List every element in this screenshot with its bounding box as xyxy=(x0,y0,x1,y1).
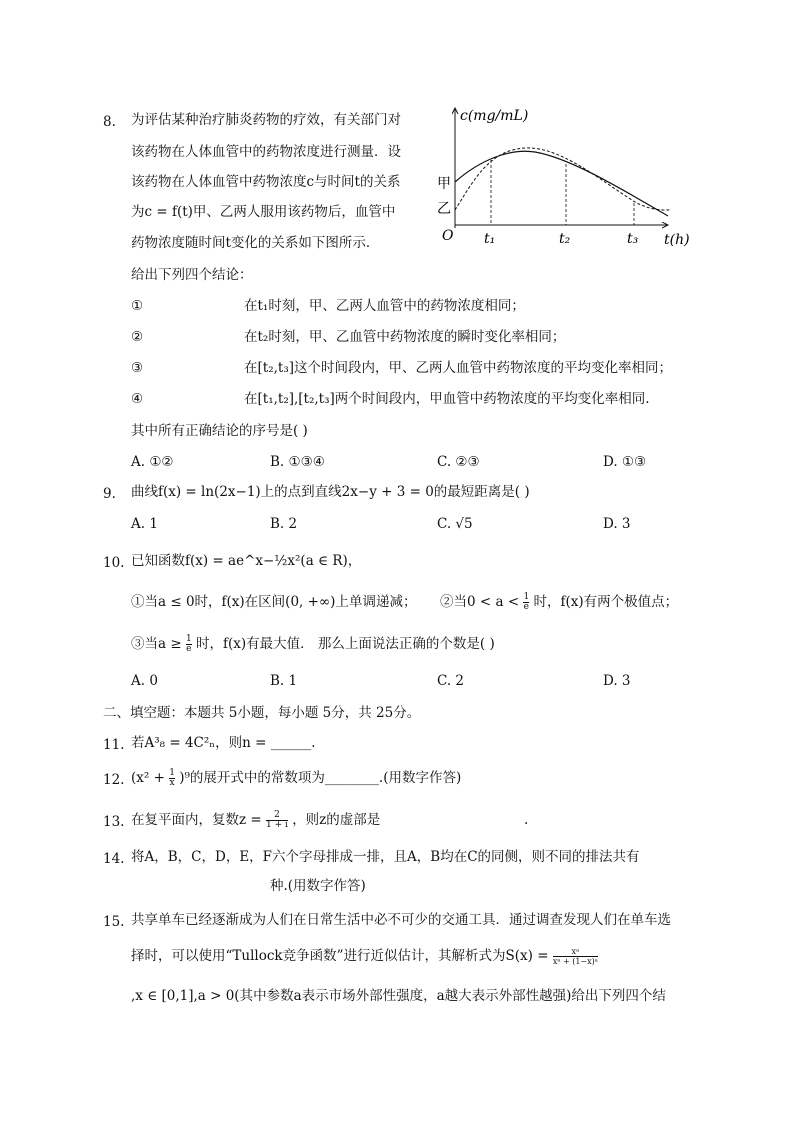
q10-option-c: C. 2 xyxy=(437,673,465,689)
question-15-number: 15. xyxy=(103,914,125,930)
section-2-heading: 二、填空题：本题共 5小题，每小题 5分，共 25分。 xyxy=(103,705,421,721)
frac-den: x xyxy=(169,778,175,788)
q10-option-b: B. 1 xyxy=(270,673,298,689)
q10-statement-2 xyxy=(440,592,678,612)
question-14-number: 14. xyxy=(103,851,125,867)
frac-num: 2 xyxy=(274,810,280,820)
q15-line-1: 共享单车已经逐渐成为人们在日常生活中必不可少的交通工具．通过调查发现人们在单车选 xyxy=(131,912,671,928)
frac-num: 1 xyxy=(523,592,530,602)
question-12-number: 12. xyxy=(103,772,125,788)
q10-statement-3 xyxy=(131,634,495,654)
q8-line-1: 为评估某种治疗肺炎药物的疗效，有关部门对 xyxy=(131,112,401,128)
q10-statement-1: ①当a ≤ 0时，f(x)在区间(0, +∞)上单调递减； xyxy=(131,594,417,610)
q14-text: 将A，B，C，D，E，F六个字母排成一排，且A，B均在C的同侧，则不同的排法共有 xyxy=(131,849,640,865)
jia-label: 甲 xyxy=(437,176,451,192)
q10-s3-fraction xyxy=(186,635,192,654)
q9-option-b: B. 2 xyxy=(270,516,298,532)
q8-option-b: B. ①③④ xyxy=(270,454,325,470)
t2-label: t₂ xyxy=(559,231,571,247)
q8-line-4: 为c = f(t)甲、乙两人服用该药物后，血管中 xyxy=(131,204,396,220)
frac-den: 1 + i xyxy=(266,820,288,830)
q15-fraction xyxy=(553,947,598,966)
frac-den: e xyxy=(186,644,192,654)
q15-line-3: ,x ∈ [0,1],a > 0(其中参数a表示市场外部性强度，a越大表示外部性越强)给出下列四个结 xyxy=(131,988,666,1004)
concentration-graph xyxy=(430,100,695,250)
frac-num: xᵃ xyxy=(571,947,580,956)
frac-num: 1 xyxy=(185,634,192,644)
statement-2-text: 在t₂时刻，甲、乙血管中药物浓度的瞬时变化率相同； xyxy=(244,329,566,345)
q9-option-c: C. √5 xyxy=(437,516,473,532)
q13-suffix: ，则z的虚部是 xyxy=(292,812,381,828)
q13-text xyxy=(131,810,380,830)
q14-text-2: 种.(用数字作答) xyxy=(270,878,366,894)
question-10-number: 10. xyxy=(103,555,125,571)
question-9-number: 9. xyxy=(103,486,116,502)
yi-label: 乙 xyxy=(437,201,451,217)
q10-s2-suffix: 时，f(x)有两个极值点； xyxy=(533,594,679,610)
statement-1-mark: ① xyxy=(131,298,144,314)
q15-line-2-text: 择时，可以使用“Tullock竞争函数”进行近似估计，其解析式为S(x) = xyxy=(131,948,549,964)
statement-3-mark: ③ xyxy=(131,360,144,376)
q8-option-c: C. ②③ xyxy=(437,454,480,470)
q8-line-3: 该药物在人体血管中药物浓度c与时间t的关系 xyxy=(131,174,401,190)
q10-s2-prefix: ②当0 < a < xyxy=(440,594,520,610)
q8-line-2: 该药物在人体血管中的药物浓度进行测量．设 xyxy=(131,144,401,160)
q12-text xyxy=(131,768,461,788)
t3-label: t₃ xyxy=(627,231,639,247)
q10-s3-prefix: ③当a ≥ xyxy=(131,636,182,652)
q8-line-6: 给出下列四个结论： xyxy=(131,267,253,283)
q9-option-a: A. 1 xyxy=(131,516,158,532)
q8-option-d: D. ①③ xyxy=(603,454,647,470)
q13-prefix: 在复平面内，复数z = xyxy=(131,812,262,828)
statement-1-text: 在t₁时刻，甲、乙两人血管中的药物浓度相同； xyxy=(244,298,525,314)
q10-option-d: D. 3 xyxy=(603,673,631,689)
t1-label: t₁ xyxy=(484,231,496,247)
statement-4-mark: ④ xyxy=(131,391,144,407)
q8-line-5: 药物浓度随时间t变化的关系如下图所示． xyxy=(131,235,380,251)
q12-suffix: )⁹的展开式中的常数项为________.(用数字作答) xyxy=(179,770,462,786)
q12-prefix: (x² + xyxy=(131,770,165,786)
statement-2-mark: ② xyxy=(131,329,144,345)
q13-fraction xyxy=(266,811,288,830)
question-8-number: 8. xyxy=(103,114,116,130)
q12-fraction xyxy=(169,769,175,788)
question-13-number: 13. xyxy=(103,814,125,830)
q10-s3-suffix: 时，f(x)有最大值． 那么上面说法正确的个数是( ) xyxy=(195,636,495,652)
frac-num: 1 xyxy=(169,768,175,778)
q8-ask: 其中所有正确结论的序号是( ) xyxy=(131,423,308,439)
q11-text: 若A³₈ = 4C²ₙ，则n = ______. xyxy=(131,735,316,751)
statement-3-text: 在[t₂,t₃]这个时间段内，甲、乙两人血管中药物浓度的平均变化率相同； xyxy=(244,360,672,376)
q9-text: 曲线f(x) = ln(2x−1)上的点到直线2x−y + 3 = 0的最短距离是( ) xyxy=(131,484,530,500)
frac-den: xᵃ + (1−x)ᵃ xyxy=(552,957,598,966)
q10-option-a: A. 0 xyxy=(131,673,158,689)
curve-jia xyxy=(455,151,668,216)
q8-option-a: A. ①② xyxy=(131,454,174,470)
curve-yi xyxy=(455,148,670,210)
q13-tail: . xyxy=(524,812,529,828)
q9-option-d: D. 3 xyxy=(603,516,631,532)
y-axis-label: c(mg/mL) xyxy=(460,108,529,124)
q10-s2-fraction xyxy=(523,593,529,612)
question-11-number: 11. xyxy=(103,737,125,753)
statement-4-text: 在[t₁,t₂],[t₂,t₃]两个时间段内，甲血管中药物浓度的平均变化率相同. xyxy=(244,391,650,407)
q10-text: 已知函数f(x) = ae^x−½x²(a ∈ R)， xyxy=(131,553,362,569)
frac-den: e xyxy=(523,602,529,612)
q15-line-2 xyxy=(131,946,598,966)
origin-label: O xyxy=(442,228,454,244)
x-axis-label: t(h) xyxy=(664,232,690,248)
